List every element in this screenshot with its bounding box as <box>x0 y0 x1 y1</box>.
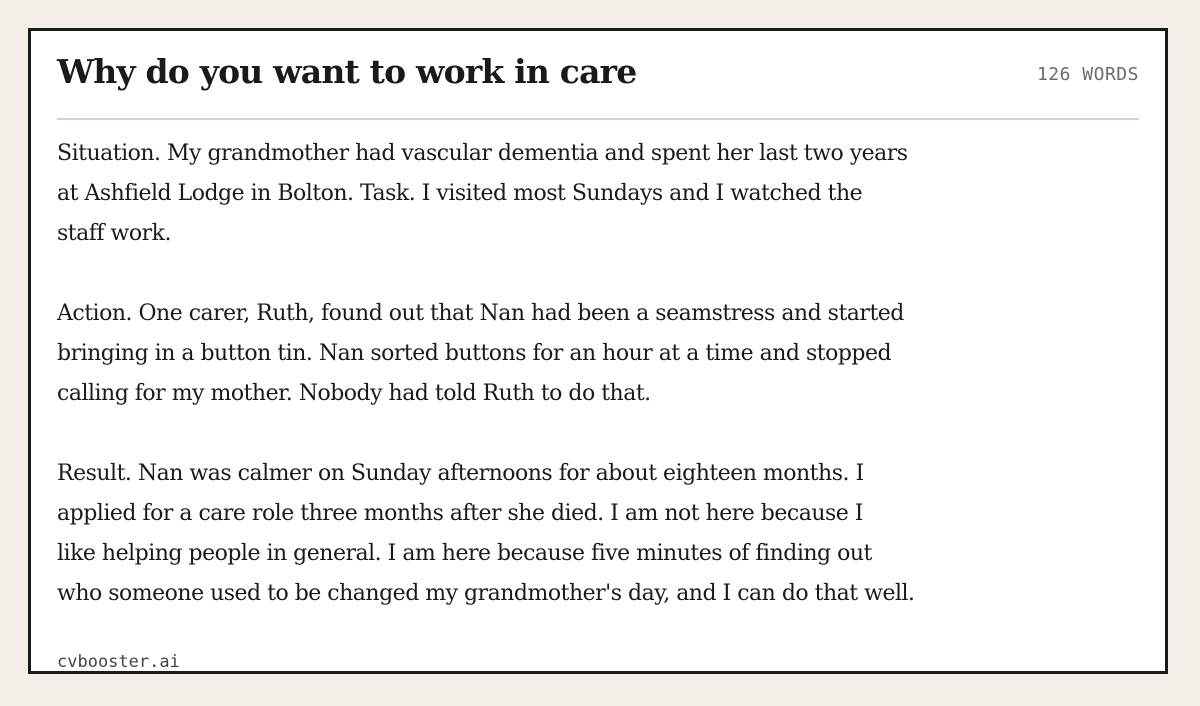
text-line: who someone used to be changed my grandmother's day, and I can do that well. <box>57 581 915 606</box>
text-line: applied for a care role three months after she died. I am not here because I <box>57 501 863 526</box>
paragraph-result <box>57 454 1057 614</box>
answer-body <box>57 134 1057 654</box>
text-line: at Ashfield Lodge in Bolton. Task. I visited most Sundays and I watched the <box>57 181 863 206</box>
text-line: Result. Nan was calmer on Sunday afternoons for about eighteen months. I <box>57 461 864 486</box>
footer-brand: cvbooster.ai <box>57 652 180 672</box>
text-line: like helping people in general. I am here because five minutes of finding out <box>57 541 872 566</box>
text-line: Situation. My grandmother had vascular dementia and spent her last two years <box>57 141 908 166</box>
card-title: Why do you want to work in care <box>57 52 637 91</box>
card-header <box>57 31 1139 120</box>
paragraph-action <box>57 294 1057 414</box>
paragraph-situation <box>57 134 1057 254</box>
text-line: Action. One carer, Ruth, found out that Nan had been a seamstress and started <box>57 301 904 326</box>
text-line: bringing in a button tin. Nan sorted buttons for an hour at a time and stopped <box>57 341 892 366</box>
text-line: staff work. <box>57 221 171 246</box>
word-count: 126 WORDS <box>1036 64 1139 85</box>
answer-card <box>28 28 1168 674</box>
text-line: calling for my mother. Nobody had told Ruth to do that. <box>57 381 651 406</box>
